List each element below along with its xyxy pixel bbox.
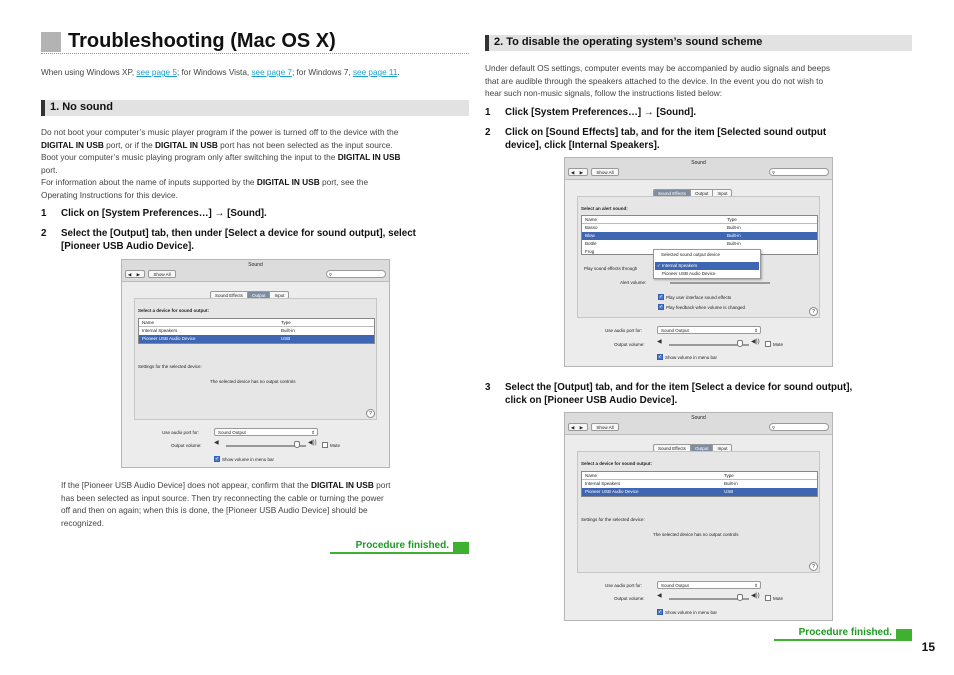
bold-term: DIGITAL IN USB — [337, 152, 401, 162]
popup-value: Sound Output — [661, 583, 689, 588]
col-name: Name — [142, 320, 155, 325]
bold-term: DIGITAL IN USB — [41, 139, 104, 150]
link-page-11[interactable]: see page 11 — [352, 68, 398, 77]
mute-label: Mute — [330, 443, 341, 448]
procedure-finished-marker — [896, 629, 912, 641]
alert-type: Built-in — [727, 241, 741, 246]
search-icon: ⚲ — [772, 170, 775, 175]
section-heading-no-sound — [41, 100, 469, 116]
step-text: Click on [System Preferences…] → [Sound]. — [61, 208, 267, 219]
section2-paragraph — [485, 62, 915, 100]
intro-part: . — [397, 68, 400, 77]
sound-effects-panel — [577, 196, 820, 318]
para-part: port has not been selected as the input source. — [217, 139, 393, 150]
para-part: If the [Pioneer USB Audio Device] does not appear, confirm that the — [61, 480, 311, 490]
para-line: port. — [41, 164, 58, 175]
step-number: 2 — [41, 228, 47, 239]
device-type: USB — [281, 336, 291, 341]
speaker-low-icon: ◀ — [214, 440, 219, 446]
show-all-button[interactable]: Show All — [591, 423, 619, 431]
feedback-label: Play feedback when volume is changed — [666, 305, 746, 310]
volume-knob[interactable] — [737, 340, 743, 347]
para-line: Do not boot your computer’s music player program if the power is turned off to the device with the — [41, 127, 399, 137]
procedure-finished-2 — [774, 627, 912, 641]
step-line: Click on [Sound Effects] tab, and for the item [Selected sound output — [505, 127, 827, 138]
popup-value: Sound Output — [218, 430, 246, 435]
device-list — [581, 471, 818, 497]
show-volume-checkbox[interactable]: ✓ — [215, 456, 220, 462]
s2-step-3 — [485, 381, 915, 409]
para-line: Operating Instructions for this device. — [41, 189, 178, 200]
alert-row-bottle[interactable] — [582, 240, 817, 248]
col-name: Name — [585, 217, 598, 222]
para-line: Under default OS settings, computer events may be accompanied by audio signals and beeps — [485, 63, 830, 73]
device-name: Internal Speakers — [142, 328, 178, 333]
alert-type: Built-in — [727, 233, 741, 238]
device-row-internal[interactable] — [582, 480, 817, 488]
show-all-button[interactable]: Show All — [591, 168, 619, 176]
alert-row-blow[interactable] — [582, 232, 817, 240]
section-heading-sound-scheme — [485, 35, 912, 51]
search-icon: ⚲ — [772, 425, 775, 430]
show-volume-checkbox[interactable]: ✓ — [658, 609, 663, 615]
para-line: recognized. — [61, 517, 104, 528]
no-controls-text: The selected device has no output controls — [653, 532, 739, 537]
tab-sound-effects[interactable]: Sound Effects — [654, 445, 691, 451]
alert-name: Bottle — [585, 241, 597, 246]
tab-input[interactable]: Input — [717, 446, 728, 451]
procedure-finished-1 — [330, 540, 469, 554]
s1-step-2 — [41, 227, 471, 255]
output-heading: Select a device for sound output: — [581, 461, 653, 466]
tab-input[interactable]: Input — [717, 191, 728, 196]
use-port-label: Use audio port for: — [162, 430, 200, 435]
device-row-internal[interactable] — [139, 327, 374, 335]
device-row-pioneer[interactable] — [139, 335, 374, 343]
show-volume-label: Show volume in menu bar — [222, 457, 275, 462]
step-text — [505, 381, 852, 407]
audio-port-select[interactable] — [657, 581, 761, 589]
para-part: port — [373, 480, 391, 490]
device-type: Built-in — [281, 328, 295, 333]
speaker-low-icon: ◀ — [657, 339, 662, 345]
para-part: For information about the name of inputs supported by the — [41, 177, 257, 187]
window-title: Sound — [691, 160, 706, 166]
link-page-7[interactable]: see page 7 — [251, 68, 292, 77]
tab-output[interactable]: Output — [691, 190, 714, 196]
show-volume-label: Show volume in menu bar — [665, 610, 718, 615]
mute-checkbox[interactable] — [322, 442, 328, 448]
device-type: Built-in — [724, 481, 738, 486]
para-line — [61, 479, 469, 492]
procedure-finished-text: Procedure finished. — [355, 540, 449, 551]
step-line: Select the [Output] tab, then under [Select a device for sound output], select — [61, 228, 416, 239]
back-forward-buttons[interactable]: ◀ ▶ — [568, 423, 588, 431]
menu-item-internal-speakers[interactable] — [655, 262, 759, 270]
alert-name: Frog — [585, 249, 595, 254]
s2-step-2 — [485, 126, 915, 154]
output-device-menu — [653, 249, 761, 279]
alert-volume-slider[interactable] — [670, 282, 770, 284]
procedure-finished-marker — [453, 542, 469, 554]
popup-arrow-icon: ⇕ — [311, 430, 315, 435]
para-line — [41, 151, 471, 164]
window-toolbar — [122, 260, 389, 282]
col-name: Name — [585, 473, 598, 478]
window-toolbar — [565, 158, 832, 180]
step-number: 2 — [485, 127, 491, 138]
para-line: off and then on again; when this is done, the [Pioneer USB Audio Device] should be — [61, 505, 368, 515]
output-heading: Select a device for sound output: — [138, 308, 210, 313]
menu-item-label: ✓ Internal Speakers — [657, 263, 698, 268]
settings-label: Settings for the selected device: — [138, 364, 202, 369]
mute-checkbox[interactable] — [765, 341, 771, 347]
volume-knob[interactable] — [737, 594, 743, 601]
para-line: that are audible through the speakers attached to the device. In the event you do not wish to — [485, 75, 824, 86]
section-heading-text: 2. To disable the operating system’s sound scheme — [494, 36, 763, 48]
step-line: [Pioneer USB Audio Device]. — [61, 241, 195, 252]
help-icon[interactable]: ? — [809, 562, 818, 571]
section1-after-text — [61, 479, 469, 529]
tab-input[interactable]: Input — [274, 293, 285, 298]
output-volume-label: Output volume: — [614, 342, 645, 347]
output-volume-label: Output volume: — [171, 443, 202, 448]
settings-label: Settings for the selected device: — [581, 517, 645, 522]
volume-knob[interactable] — [294, 441, 300, 448]
screenshot-output-tab-2 — [564, 412, 833, 621]
output-panel — [577, 451, 820, 573]
intro-part: ; for Windows Vista, — [176, 68, 252, 77]
alert-volume-label: Alert volume: — [620, 280, 647, 285]
no-controls-text: The selected device has no output controls — [210, 379, 296, 384]
search-icon: ⚲ — [329, 272, 332, 277]
show-volume-checkbox[interactable]: ✓ — [658, 354, 663, 360]
ui-effects-label: Play user interface sound effects — [666, 295, 732, 300]
tab-output[interactable]: Output — [691, 445, 714, 451]
col-type: Type — [727, 217, 737, 222]
tab-output[interactable]: Output — [248, 292, 271, 298]
intro-part: ; for Windows 7, — [291, 68, 353, 77]
audio-port-select[interactable] — [214, 428, 318, 436]
title-square-icon — [41, 32, 61, 52]
show-all-button[interactable]: Show All — [148, 270, 176, 278]
tab-sound-effects[interactable]: Sound Effects — [211, 292, 248, 298]
section1-paragraph — [41, 126, 471, 201]
para-line: hear such non-music signals, follow the instructions listed below: — [485, 88, 723, 98]
list-header — [139, 319, 374, 327]
alert-heading: Select an alert sound: — [581, 206, 628, 211]
device-name: Pioneer USB Audio Device — [142, 336, 196, 341]
device-name: Pioneer USB Audio Device — [585, 489, 639, 494]
step-text — [505, 126, 826, 152]
window-title: Sound — [691, 415, 706, 421]
play-through-label: Play sound effects through — [584, 266, 638, 271]
popup-value: Sound Output — [661, 328, 689, 333]
para-line — [41, 139, 471, 152]
para-part: Boot your computer’s music playing program only after switching the input to the — [41, 152, 338, 162]
window-toolbar — [565, 413, 832, 435]
bold-term: DIGITAL IN USB — [256, 177, 320, 187]
bold-term: DIGITAL IN USB — [155, 139, 218, 150]
alert-name: Blow — [585, 233, 595, 238]
audio-port-select[interactable] — [657, 326, 761, 334]
output-volume-label: Output volume: — [614, 596, 645, 601]
menu-item-pioneer[interactable] — [655, 270, 759, 278]
help-icon[interactable]: ? — [366, 409, 375, 418]
list-header — [582, 472, 817, 480]
para-part: port, see the — [319, 177, 369, 187]
speaker-high-icon: ◀)) — [751, 593, 760, 599]
popup-arrow-icon: ⇕ — [754, 328, 758, 333]
screenshot-output-tab — [121, 259, 390, 468]
search-field[interactable] — [769, 168, 829, 176]
help-icon[interactable]: ? — [809, 307, 818, 316]
step-line: device], click [Internal Speakers]. — [505, 140, 660, 151]
step-number: 3 — [485, 382, 491, 393]
feedback-checkbox[interactable]: ✓ — [659, 304, 664, 310]
page-title: Troubleshooting (Mac OS X) — [68, 30, 336, 52]
col-type: Type — [724, 473, 734, 478]
window-title: Sound — [248, 262, 263, 268]
menu-item-label: Pioneer USB Audio Device — [662, 271, 716, 276]
device-name: Internal Speakers — [585, 481, 621, 486]
use-port-label: Use audio port for: — [605, 328, 643, 333]
menu-title: Selected sound output device — [661, 252, 721, 257]
ui-effects-checkbox[interactable]: ✓ — [659, 294, 664, 300]
step-number: 1 — [41, 208, 47, 219]
mute-checkbox[interactable] — [765, 595, 771, 601]
output-panel — [134, 298, 377, 420]
title-divider — [41, 53, 469, 54]
para-line: has been selected as input source. Then try reconnecting the cable or turning the power — [61, 492, 384, 503]
device-list — [138, 318, 375, 344]
step-number: 1 — [485, 107, 491, 118]
back-forward-buttons[interactable]: ◀ ▶ — [125, 270, 145, 278]
page-number: 15 — [921, 640, 935, 654]
search-field[interactable] — [326, 270, 386, 278]
device-row-pioneer[interactable] — [582, 488, 817, 496]
screenshot-sound-effects-tab — [564, 157, 833, 367]
alert-type: Built-in — [727, 225, 741, 230]
show-volume-label: Show volume in menu bar — [665, 355, 718, 360]
device-type: USB — [724, 489, 734, 494]
link-page-5[interactable]: see page 5 — [136, 68, 177, 77]
list-header — [582, 216, 817, 224]
back-forward-buttons[interactable]: ◀ ▶ — [568, 168, 588, 176]
mute-label: Mute — [773, 596, 784, 601]
step-line: Select the [Output] tab, and for the item [Select a device for sound output], — [505, 382, 853, 393]
speaker-high-icon: ◀)) — [751, 339, 760, 345]
alert-name: Basso — [585, 225, 598, 230]
tab-sound-effects[interactable]: Sound Effects — [654, 190, 691, 196]
para-line — [41, 176, 471, 189]
section-heading-text: 1. No sound — [50, 101, 113, 113]
col-type: Type — [281, 320, 291, 325]
para-part: port, or if the — [103, 139, 156, 150]
intro-part: When using Windows XP, — [41, 68, 137, 77]
procedure-finished-text: Procedure finished. — [798, 627, 892, 638]
step-text — [61, 227, 416, 253]
bold-term: DIGITAL IN USB — [310, 480, 374, 490]
speaker-low-icon: ◀ — [657, 593, 662, 599]
search-field[interactable] — [769, 423, 829, 431]
mute-label: Mute — [773, 342, 784, 347]
intro-text — [41, 68, 471, 77]
step-line: click on [Pioneer USB Audio Device]. — [505, 395, 678, 406]
speaker-high-icon: ◀)) — [308, 440, 317, 446]
alert-row-basso[interactable] — [582, 224, 817, 232]
use-port-label: Use audio port for: — [605, 583, 643, 588]
popup-arrow-icon: ⇕ — [754, 583, 758, 588]
step-text: Click [System Preferences…] → [Sound]. — [505, 107, 697, 118]
